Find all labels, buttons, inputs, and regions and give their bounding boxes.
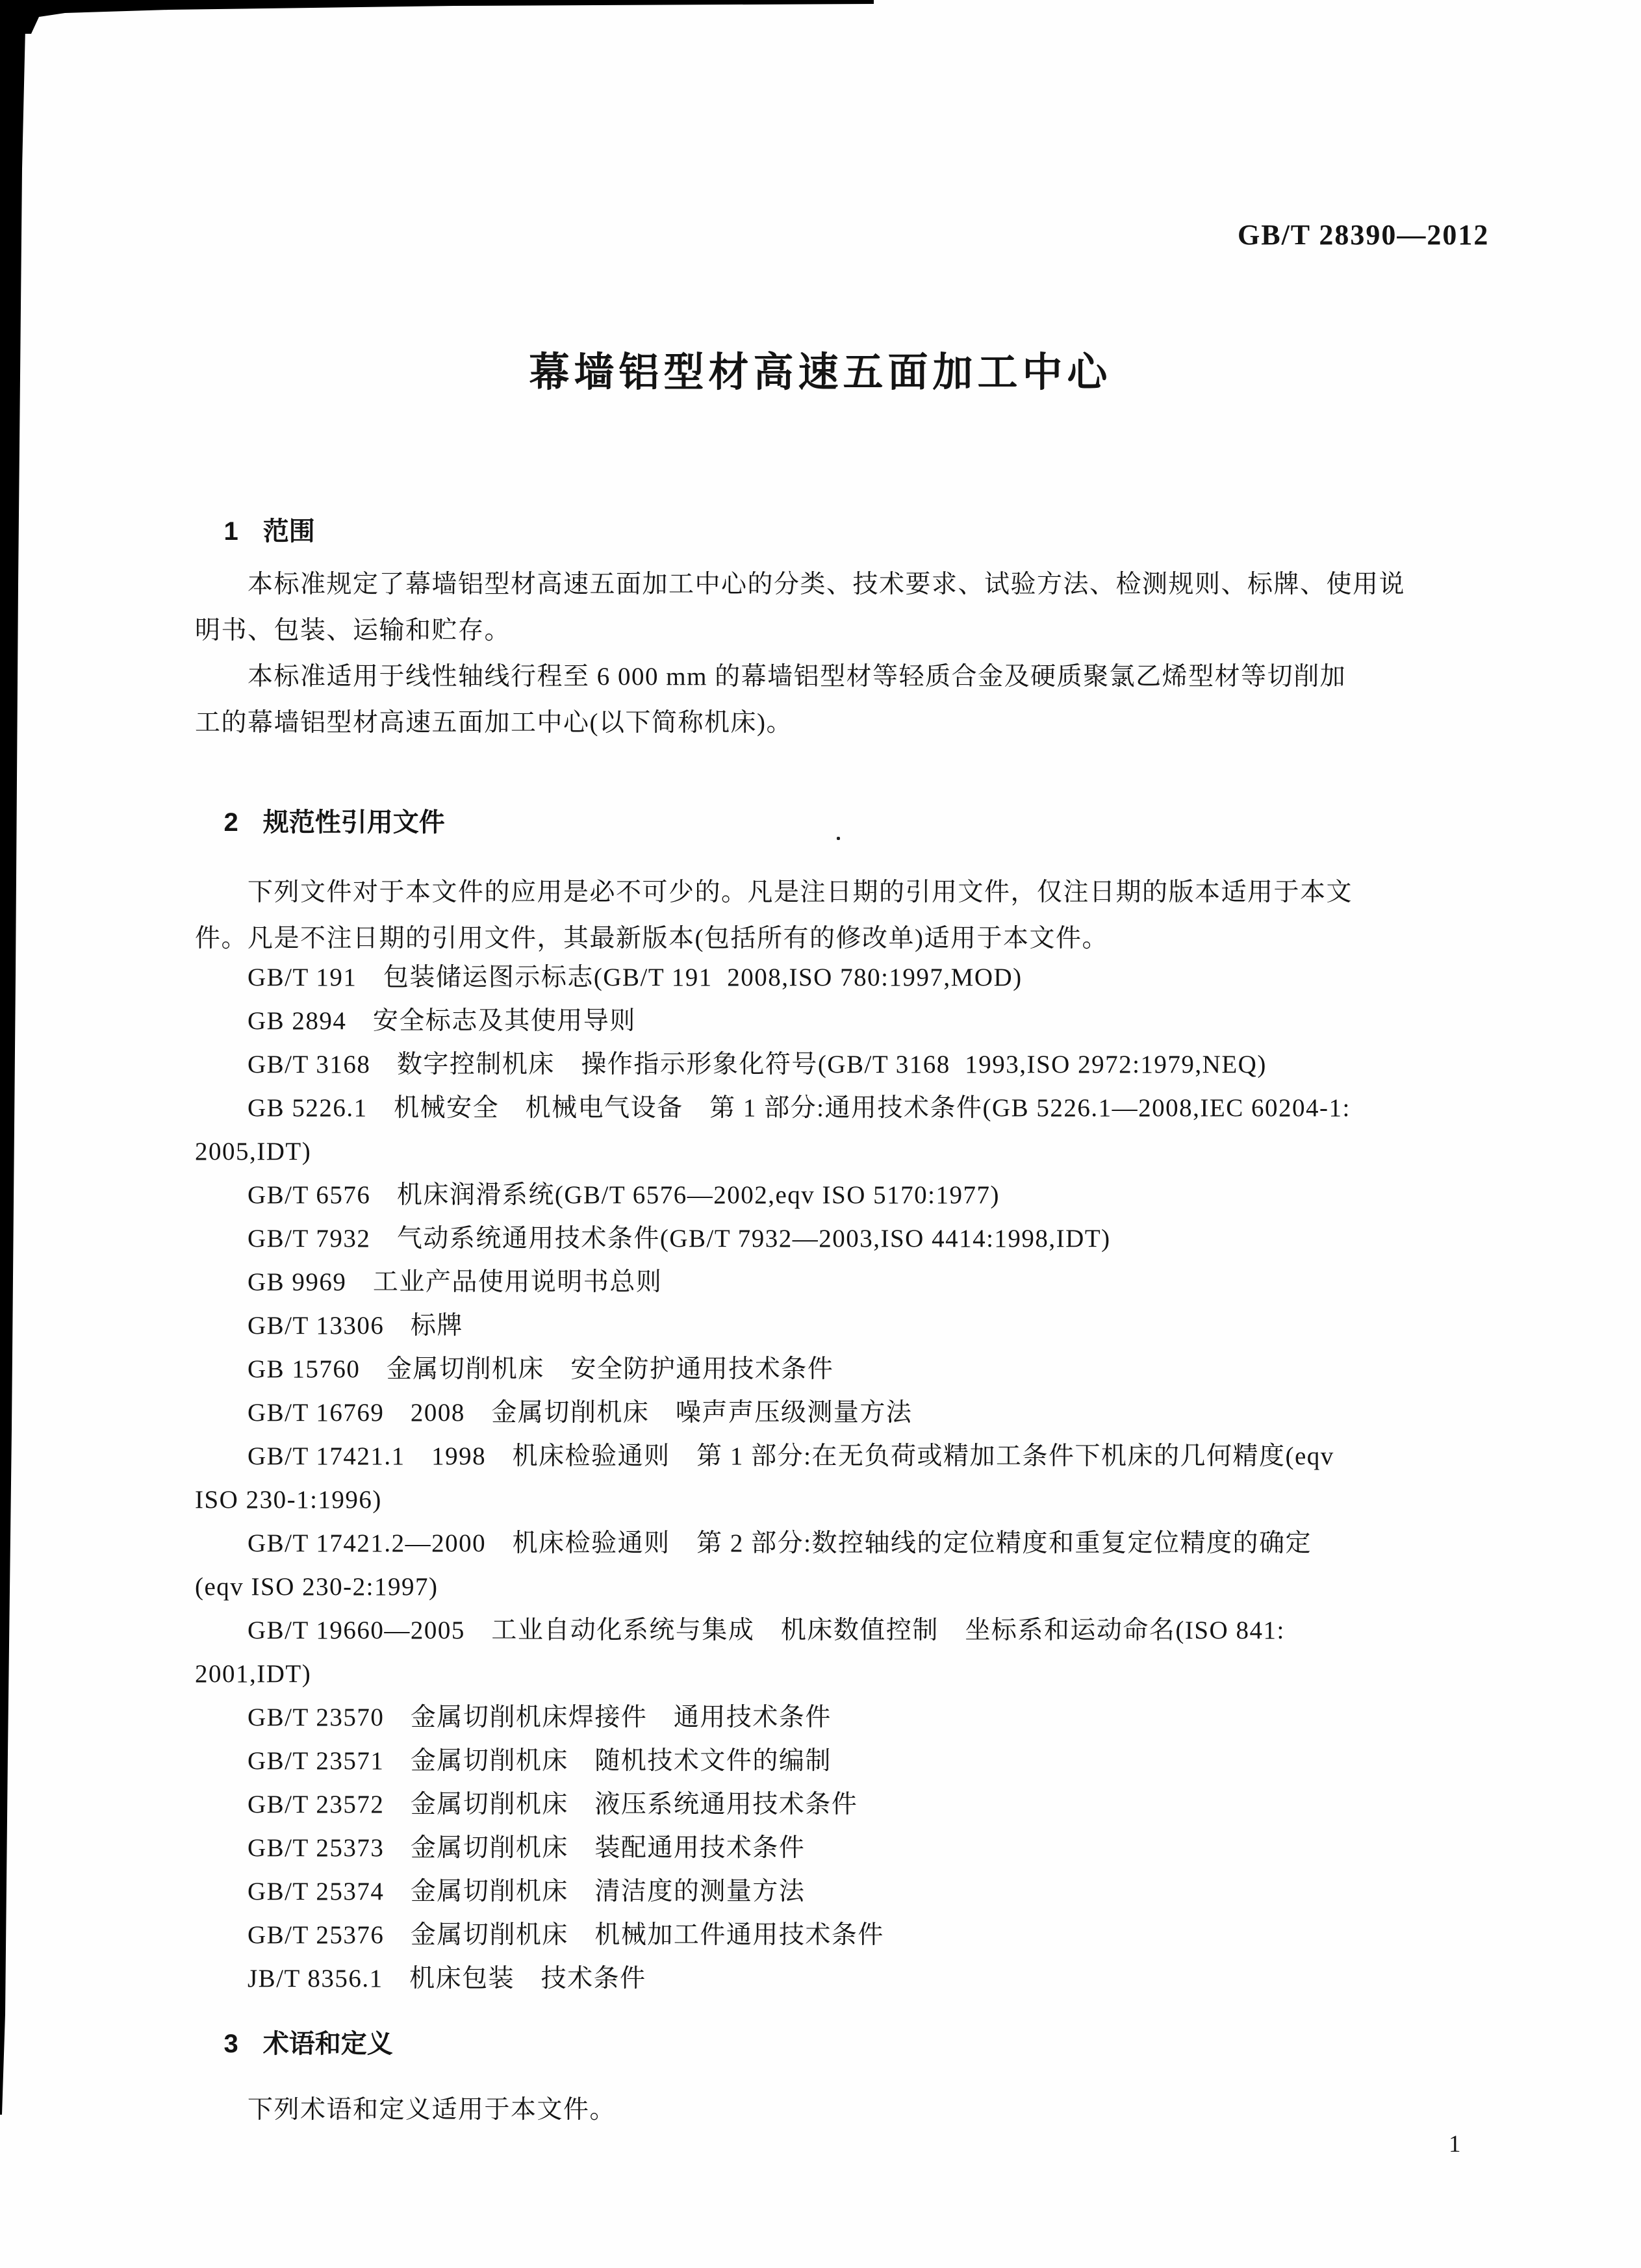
section-1-title: 范围 <box>262 517 315 546</box>
section-2-intro <box>195 869 1494 962</box>
section-2-number: 2 <box>223 808 238 837</box>
text-line: 本标准适用于线性轴线行程至 6 000 mm 的幕墙铝型材等轻质合金及硬质聚氯乙烯型材等切削加 <box>195 663 1347 691</box>
text-line: GB/T 19660—2005 工业自动化系统与集成 机床数值控制 坐标系和运动命名(ISO 841: <box>195 1616 1285 1644</box>
text-line: 下列文件对于本文件的应用是必不可少的。凡是注日期的引用文件，仅注日期的版本适用于本文 <box>195 878 1353 906</box>
text-line: GB 9969 工业产品使用说明书总则 <box>195 1268 663 1296</box>
text-line: ISO 230-1:1996) <box>195 1486 382 1514</box>
section-3-number: 3 <box>223 2030 238 2058</box>
text-line: GB/T 23571 金属切削机床 随机技术文件的编制 <box>195 1747 832 1775</box>
scan-edge-left <box>0 0 26 2268</box>
text-line: GB/T 17421.2—2000 机床检验通则 第 2 部分:数控轴线的定位精度和重复定位精度的确定 <box>195 1529 1312 1557</box>
text-line: GB 15760 金属切削机床 安全防护通用技术条件 <box>195 1355 834 1383</box>
section-1-heading <box>195 492 315 570</box>
text-line: GB/T 191 包装储运图示标志(GB/T 191 2008,ISO 780:1997,MOD) <box>195 963 1023 991</box>
document-title: 幕墙铝型材高速五面加工中心 <box>529 350 1112 395</box>
text-line: (eqv ISO 230-2:1997) <box>195 1573 439 1601</box>
text-line: 明书、包装、运输和贮存。 <box>195 617 511 644</box>
text-line: GB/T 25374 金属切削机床 清洁度的测量方法 <box>195 1878 806 1905</box>
section-2-reference-list <box>195 956 1494 2000</box>
text-line: GB/T 13306 标牌 <box>195 1312 463 1340</box>
text-line: GB/T 23572 金属切削机床 液压系统通用技术条件 <box>195 1790 858 1818</box>
section-3-heading <box>195 2005 393 2083</box>
text-line: GB/T 16769 2008 金属切削机床 噪声声压级测量方法 <box>195 1399 913 1427</box>
text-line: 2005,IDT) <box>195 1138 312 1166</box>
text-line: 本标准规定了幕墙铝型材高速五面加工中心的分类、技术要求、试验方法、检测规则、标牌、使用说 <box>195 570 1406 598</box>
text-line: GB/T 6576 机床润滑系统(GB/T 6576—2002,eqv ISO 5170:1977) <box>195 1181 1000 1209</box>
text-line: GB/T 25373 金属切削机床 装配通用技术条件 <box>195 1834 806 1862</box>
text-line: 2001,IDT) <box>195 1660 312 1688</box>
section-3-title: 术语和定义 <box>262 2030 393 2058</box>
section-1-body <box>195 561 1494 746</box>
text-line: GB/T 7932 气动系统通用技术条件(GB/T 7932—2003,ISO 4414:1998,IDT) <box>195 1225 1111 1253</box>
section-2-heading <box>195 784 445 861</box>
text-line: GB/T 3168 数字控制机床 操作指示形象化符号(GB/T 3168 1993,ISO 2972:1979,NEQ) <box>195 1051 1267 1078</box>
text-line: 件。凡是不注日期的引用文件，其最新版本(包括所有的修改单)适用于本文件。 <box>195 924 1108 952</box>
text-line: GB 2894 安全标志及其使用导则 <box>195 1007 636 1035</box>
text-line: GB 5226.1 机械安全 机械电气设备 第 1 部分:通用技术条件(GB 5226.1—2008,IEC 60204-1: <box>195 1094 1351 1122</box>
scan-speck <box>837 837 840 840</box>
text-line: JB/T 8356.1 机床包装 技术条件 <box>195 1965 646 1993</box>
standard-number-header: GB/T 28390—2012 <box>1238 219 1490 251</box>
section-3-body <box>195 2087 1494 2133</box>
text-line: GB/T 17421.1 1998 机床检验通则 第 1 部分:在无负荷或精加工条件下机床的几何精度(eqv <box>195 1442 1334 1470</box>
text-line: 工的幕墙铝型材高速五面加工中心(以下简称机床)。 <box>195 709 793 737</box>
text-line: 下列术语和定义适用于本文件。 <box>195 2096 617 2124</box>
page-number: 1 <box>1449 2131 1461 2158</box>
text-line: GB/T 25376 金属切削机床 机械加工件通用技术条件 <box>195 1921 884 1949</box>
section-1-number: 1 <box>223 517 238 546</box>
section-2-title: 规范性引用文件 <box>262 808 445 837</box>
scan-edge-top <box>0 0 874 34</box>
text-line: GB/T 23570 金属切削机床焊接件 通用技术条件 <box>195 1703 832 1731</box>
